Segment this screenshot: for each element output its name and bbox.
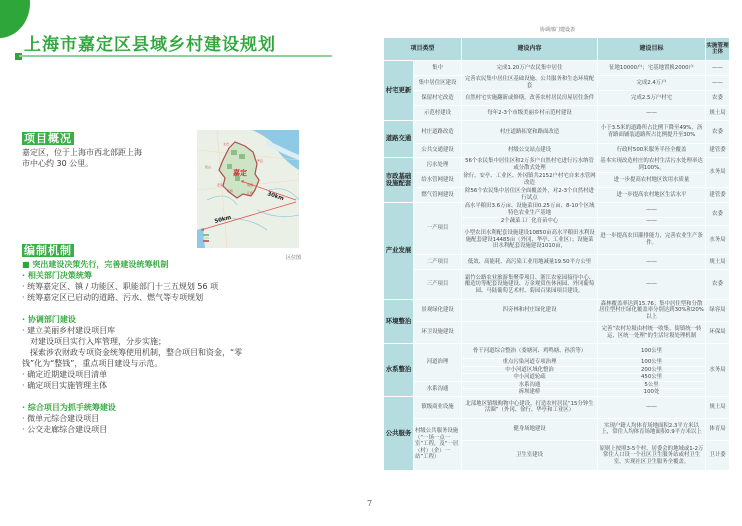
list-item: · 确定近期建设项目清单 [22, 370, 108, 379]
map-center-label: 嘉定 [233, 169, 247, 177]
agency-cell: 绿容局 [706, 300, 730, 322]
table-row [384, 322, 730, 344]
agency-cell: 卫计委 [706, 440, 730, 470]
content-cell: 重点污染河道专项治理 [462, 359, 598, 367]
overview-text [22, 147, 142, 169]
content-cell [462, 322, 598, 344]
table-row [384, 381, 730, 389]
type-cell: 给水管网建设 [414, 173, 462, 188]
table-row [384, 61, 730, 76]
target-cell: 森林覆盖率达到15.76；集中居住型和分散居住型村庄绿化覆盖率分别达到30%和20%以上 [599, 300, 704, 320]
content-cell: 自然村宅实施翻新或修缮，改善农村居民房屋居住条件 [462, 91, 598, 106]
target-cell: —— [598, 218, 706, 226]
map-distance-far: 50km [213, 214, 232, 225]
type-cell: 景观绿化建设 [414, 300, 462, 322]
map-graphic [197, 130, 299, 248]
category-cell: 产业发展 [384, 203, 414, 300]
table-caption: 协调部门建设表 [540, 27, 576, 33]
list-item: · 建立美丽乡村建设项目库 [22, 326, 116, 335]
list-item: · 统筹嘉定区已启动的道路、污水、燃气等专项规划 [22, 293, 204, 302]
content-cell: 卫生室建设 [462, 440, 598, 470]
content-cell: 中小河道轮疏 [462, 374, 598, 382]
agency-cell: 水务局 [706, 158, 730, 188]
page-title: 上海市嘉定区县域乡村建设规划 [24, 35, 276, 55]
agency-cell: —— [706, 76, 730, 91]
agency-cell: 规土局 [706, 255, 730, 270]
table-row [384, 173, 730, 188]
table-row [384, 300, 730, 322]
table-row [384, 203, 730, 218]
category-cell: 公共服务 [384, 396, 414, 470]
list-item: 探索涉农财政专项资金统筹使用机制，整合项目和资金，“零 [22, 348, 243, 357]
target-cell: 完成2.4万户 [598, 76, 706, 91]
table-row [384, 76, 730, 91]
type-cell: 保留村宅改造 [414, 91, 462, 106]
category-cell: 水系整治 [384, 344, 414, 397]
mechanism-headline: ■ 突出建设决策先行，完善建设统筹机制 [22, 260, 169, 269]
content-cell: 水系沟通 [462, 381, 598, 389]
target-cell: 进一步提高农村地区饮用水质量 [598, 173, 706, 188]
target-cell: 5公里 [598, 381, 706, 389]
type-cell: 村庄道路改造 [414, 121, 462, 144]
table-row [384, 91, 730, 106]
table-row [384, 188, 730, 203]
header-agency: 实施管理主体 [706, 38, 730, 61]
content-cell: 村级公交站点建设 [462, 144, 598, 158]
target-cell: 征地10000户；宅基地置换2000户 [598, 61, 706, 76]
content-cell: 完成1.20万户农民集中居住 [462, 61, 598, 76]
overview-text-line: 市中心约 30 公里。 [22, 159, 94, 168]
map-place-label: 花桥 [227, 189, 234, 193]
content-cell: 完善农民集中居住区基础设施、公共服务和生态环境配套 [462, 76, 598, 91]
header-target: 建设目标 [598, 38, 706, 61]
list-item: 对建设项目实行入库管理，分步实施； [22, 337, 166, 346]
category-cell: 道路交通 [384, 121, 414, 158]
category-cell: 市政基础设施配套 [384, 158, 414, 203]
table-row [384, 396, 730, 418]
content-cell: 低效、高能耗、高污染工业用地减量19.50平方公里 [462, 255, 598, 270]
agency-cell: 规土局 [706, 106, 730, 121]
map-place-label: 安亭 [217, 183, 224, 187]
type-cell: 集中居住区建设 [414, 76, 462, 91]
type-cell: 一产项目 [414, 203, 462, 255]
table-header-row [384, 38, 730, 61]
list-item: · 统筹嘉定区、镇 / 功能区、职能部门十三五规划 56 项 [22, 282, 219, 291]
table-row [384, 270, 730, 300]
agency-cell: 环保局 [706, 322, 730, 344]
target-cell: 完善“农村垃圾由村统一收集、街镇统一转运、区统一处理”的生活垃圾处理机制 [598, 322, 706, 344]
type-cell: 河道治理 [414, 344, 462, 382]
type-cell: 公共交通建设 [414, 144, 462, 158]
table-row [384, 158, 730, 173]
map-place-label: 太仓 [223, 142, 230, 146]
map-caption: 区位图 [286, 255, 302, 261]
subsection-title: · 协调部门建设 [22, 315, 76, 324]
category-cell: 村宅更新 [384, 61, 414, 121]
agency-cell: 农委 [706, 121, 730, 144]
agency-cell: 农委 [706, 270, 730, 300]
list-item: 钱”化为“整钱”，重点项目建设与示范。 [22, 359, 163, 368]
content-cell: 每年2-3个市级美丽乡村示范村建设 [462, 106, 598, 121]
content-cell: 高水平粮田3.6万亩、设施菜田0.25万亩、8-10个区域特色农业生产基地 [462, 203, 598, 218]
target-cell: —— [598, 106, 706, 121]
content-cell: 中小河道区域化整治 [462, 366, 598, 374]
list-item: · 确定项目实施管理主体 [22, 381, 108, 390]
agency-cell: 建管委 [706, 144, 730, 158]
type-cell: 污水处理 [414, 158, 462, 173]
content-cell: 北部地区镇级购物中心建设，打造农村居民“15分钟生活圈”（外冈、徐行、华亭和工业区） [462, 396, 598, 418]
content-cell: 拆坝建桥 [462, 389, 598, 397]
table-row [384, 144, 730, 158]
content-cell: 骨干河道综合整治（娄塘河、鸡鸣塘、孙浜等） [462, 344, 598, 359]
content-cell: 健身场地建设 [462, 418, 598, 440]
target-cell: 200公里 [598, 366, 706, 374]
target-cell: 100处 [598, 389, 706, 397]
list-item: · 微单元综合建设项目 [22, 414, 100, 423]
target-cell: 实现户籍人均体育场地面积2.3平方米以上，常住人均体育场地面积0.9平方米以上 [598, 418, 706, 440]
target-cell: 进一步提高农村地区生活水平 [598, 188, 706, 203]
content-cell: 霜竹公路农业旅游集聚带项目、浙江农家园接待中心、酿造坊等配套设施建设、万金观赏鱼休闲园、外冈葡萄园、马陆葡萄艺术村、菊园百果园项目建设。 [462, 270, 598, 300]
table-row [384, 418, 730, 440]
location-map [197, 130, 299, 248]
target-cell: 行政村500米服务半径全覆盖 [598, 144, 706, 158]
type-cell: 集中 [414, 61, 462, 76]
type-cell: 水系沟通 [414, 381, 462, 396]
header-content: 建设内容 [462, 38, 598, 61]
header-type: 项目类型 [384, 38, 462, 61]
map-distance-near: 30km [266, 191, 285, 203]
content-cell: 村庄道路拓宽和路面改造 [462, 121, 598, 144]
target-cell: 完成2.5万户村宅 [598, 91, 706, 106]
subsection-title: · 综合项目为抓手统筹建设 [22, 403, 116, 412]
type-cell: 二产项目 [414, 255, 462, 270]
content-cell: 2个蔬菜工厂化育苗中心 [462, 218, 598, 226]
coordination-table [383, 37, 730, 471]
type-cell: 环卫设施建设 [414, 322, 462, 344]
content-cell: 徐行、安亭、工业区、外冈镇共2152户村宅自来水管网改造 [463, 173, 596, 186]
target-cell: 100公里 [598, 344, 706, 359]
type-cell: 示范村建设 [414, 106, 462, 121]
page-number: 7 [367, 499, 373, 508]
target-cell: 450公里 [598, 374, 706, 382]
type-cell: 燃气管网建设 [414, 188, 462, 203]
target-cell: —— [598, 203, 706, 218]
target-cell: —— [598, 270, 706, 300]
content-cell: 56个农民集中居住区和2万多户自然村宅进行污水纳管或分散式处理 [462, 158, 598, 173]
target-cell: —— [598, 396, 706, 418]
agency-cell: 规土局 [706, 396, 730, 418]
agency-cell: 农委 [706, 91, 730, 106]
subsection-title: · 相关部门决策统筹 [22, 271, 92, 280]
table-row [384, 344, 730, 359]
agency-cell: 农委 [706, 203, 730, 226]
content-cell: 小型农田水利配套设施建设10850亩高水平粮田水利设施配套建设14485亩（外冈、华亭、工业区）；设施菜田水利配套设施建设1010亩， [462, 226, 598, 255]
type-cell: 三产项目 [414, 270, 462, 300]
overview-text-line: 嘉定区，位于上海市西北部距上海 [22, 148, 142, 157]
agency-cell: 水务局 [706, 226, 730, 255]
map-place-label: 昆山 [205, 165, 212, 169]
type-cell: 镇级商业设施 [414, 396, 462, 418]
target-cell: 基本实现改造村庄的农村生活污水处理率达到100%。 [598, 158, 706, 173]
table-row [384, 121, 730, 144]
target-cell: 原则上按照3-5个村、居委会的地域或1-2万常住人口设一个社区卫生服务站或村卫生室，实现社区卫生服务全覆盖。 [598, 440, 706, 470]
agency-cell: —— [706, 61, 730, 76]
table-row [384, 255, 730, 270]
agency-cell: 体育局 [706, 418, 730, 440]
target-cell: —— [598, 255, 706, 270]
type-cell: 村级公共服务设施（“一场一点一室”工程，及“一居（村）（企）一站”工程） [414, 418, 462, 470]
mechanism-text [22, 259, 242, 435]
target-cell: 进一步提高农田灌排能力，完善农业生产条件。 [598, 226, 706, 255]
target-cell: 小于3.5米的道路所占比例下降至49%，沥青路面铺装道路所占比例提升至30% [598, 121, 706, 144]
category-cell: 环境整治 [384, 300, 414, 344]
mechanism-heading: 编制机制 [24, 244, 72, 257]
map-place-label: 南翔 [247, 183, 254, 187]
overview-heading: 项目概况 [24, 132, 72, 145]
content-cell: 除56个农民集中居住区全面覆盖外，对2-3个自然村进行试点 [462, 188, 598, 203]
content-cell: 四旁林和村庄绿化建设 [462, 300, 598, 322]
list-item: · 公交走廊综合建设项目 [22, 425, 108, 434]
agency-cell: 建管委 [706, 188, 730, 203]
title-underline [19, 55, 332, 57]
map-place-label: 罗店 [257, 159, 264, 163]
target-cell: 100公里 [598, 359, 706, 367]
map-place-label: 江桥 [247, 191, 254, 195]
agency-cell: 水务局 [706, 344, 730, 397]
table-row [384, 106, 730, 121]
